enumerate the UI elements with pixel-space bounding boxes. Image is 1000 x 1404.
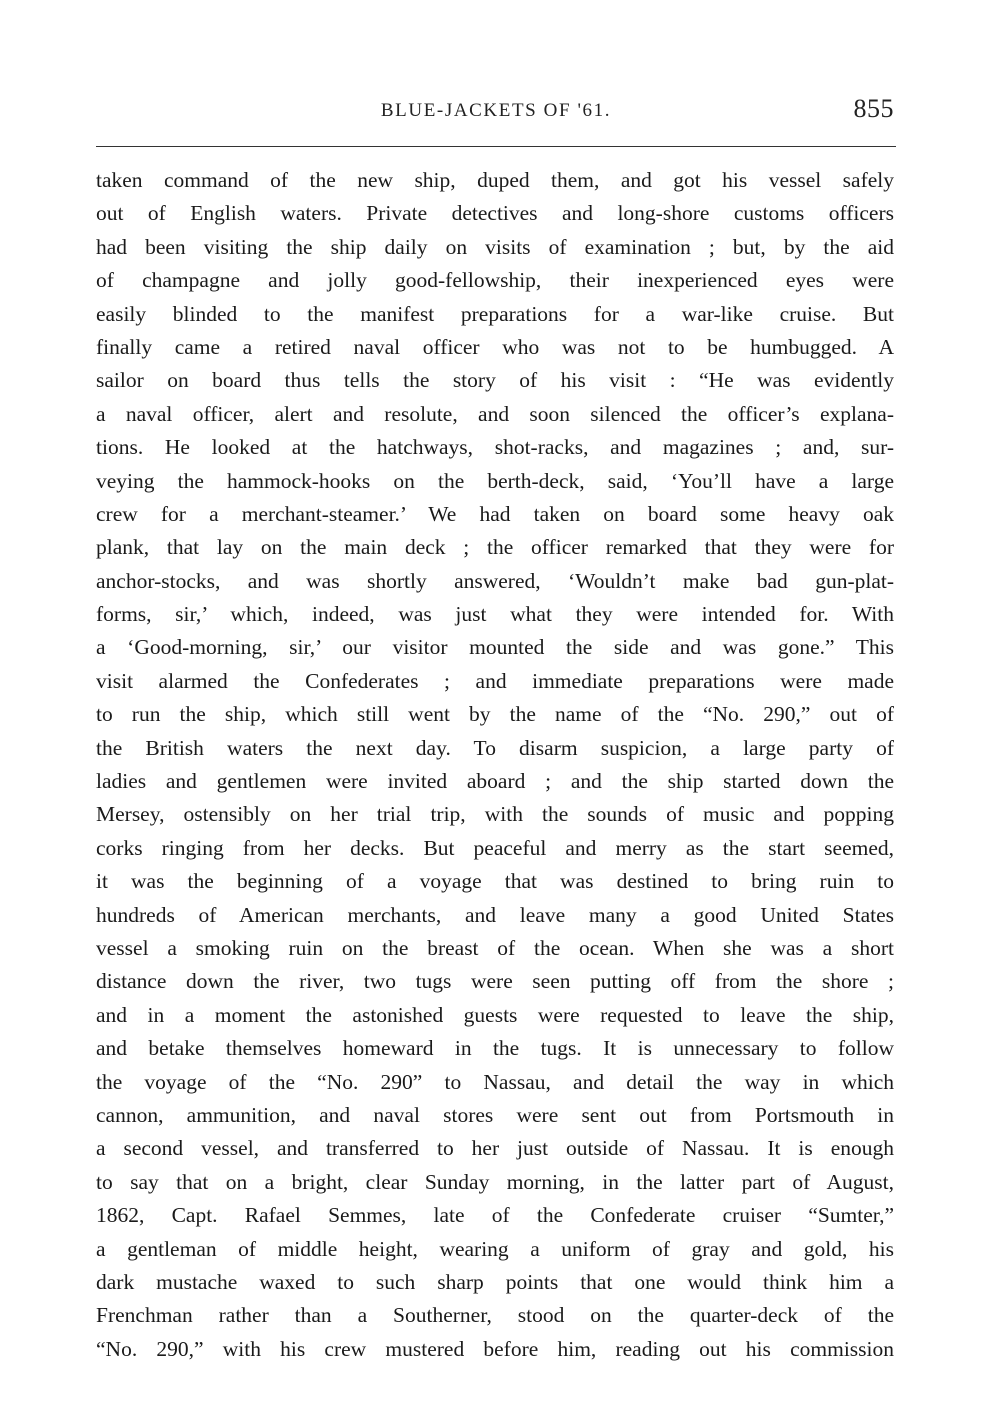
text-line: Mersey, ostensibly on her trial trip, with the sounds of music and popping	[96, 802, 894, 827]
running-title: BLUE-JACKETS OF '61.	[380, 100, 612, 121]
text-line: plank, that lay on the main deck ; the officer remarked that they were for	[96, 535, 894, 560]
text-line: finally came a retired naval officer who was not to be humbugged. A	[96, 334, 894, 359]
text-line: had been visiting the ship daily on visits of examination ; but, by the aid	[96, 234, 894, 259]
text-line: a ‘Good-morning, sir,’ our visitor mounted the side and was gone.” This	[96, 635, 894, 660]
text-line: hundreds of American merchants, and leave many a good United States	[96, 902, 894, 927]
text-line: to run the ship, which still went by the name of the “No. 290,” out of	[96, 702, 894, 727]
text-line: out of English waters. Private detectives and long-shore customs officers	[96, 201, 894, 226]
text-line: a gentleman of middle height, wearing a uniform of gray and gold, his	[96, 1236, 894, 1261]
text-line: cannon, ammunition, and naval stores were sent out from Portsmouth in	[96, 1102, 894, 1127]
text-line: the voyage of the “No. 290” to Nassau, and detail the way in which	[96, 1069, 894, 1094]
text-line: a second vessel, and transferred to her just outside of Nassau. It is enough	[96, 1136, 894, 1161]
text-line: sailor on board thus tells the story of his visit : “He was evidently	[96, 368, 894, 393]
body-text	[96, 164, 894, 1366]
page-number: 855	[853, 94, 894, 123]
text-line: “No. 290,” with his crew mustered before him, reading out his commission	[96, 1336, 894, 1361]
text-line: Frenchman rather than a Southerner, stood on the quarter-deck of the	[96, 1303, 894, 1328]
text-line: easily blinded to the manifest preparations for a war-like cruise. But	[96, 301, 894, 326]
text-line: the British waters the next day. To disarm suspicion, a large party of	[96, 735, 894, 760]
text-line: crew for a merchant-steamer.’ We had taken on board some heavy oak	[96, 501, 894, 526]
text-line: tions. He looked at the hatchways, shot-racks, and magazines ; and, sur-	[96, 435, 894, 460]
text-line: and in a moment the astonished guests were requested to leave the ship,	[96, 1002, 894, 1027]
text-line: anchor-stocks, and was shortly answered, ‘Wouldn’t make bad gun-plat-	[96, 568, 894, 593]
text-line: a naval officer, alert and resolute, and soon silenced the officer’s explana-	[96, 401, 894, 426]
text-line: of champagne and jolly good-fellowship, their inexperienced eyes were	[96, 268, 894, 293]
text-line: visit alarmed the Confederates ; and immediate preparations were made	[96, 668, 894, 693]
text-line: dark mustache waxed to such sharp points that one would think him a	[96, 1269, 894, 1294]
text-line: forms, sir,’ which, indeed, was just what they were intended for. With	[96, 602, 894, 627]
text-line: it was the beginning of a voyage that was destined to bring ruin to	[96, 869, 894, 894]
text-line: veying the hammock-hooks on the berth-deck, said, ‘You’ll have a large	[96, 468, 894, 493]
text-line: taken command of the new ship, duped them, and got his vessel safely	[96, 168, 894, 192]
running-head	[96, 94, 896, 128]
text-line: vessel a smoking ruin on the breast of the ocean. When she was a short	[96, 935, 894, 960]
text-line: ladies and gentlemen were invited aboard ; and the ship started down the	[96, 769, 894, 794]
text-line: corks ringing from her decks. But peaceful and merry as the start seemed,	[96, 835, 894, 860]
text-line: to say that on a bright, clear Sunday morning, in the latter part of August,	[96, 1169, 894, 1194]
text-line: distance down the river, two tugs were seen putting off from the shore ;	[96, 969, 894, 994]
text-line: and betake themselves homeward in the tugs. It is unnecessary to follow	[96, 1036, 894, 1061]
text-line: 1862, Capt. Rafael Semmes, late of the Confederate cruiser “Sumter,”	[96, 1203, 894, 1228]
header-rule	[96, 146, 896, 147]
